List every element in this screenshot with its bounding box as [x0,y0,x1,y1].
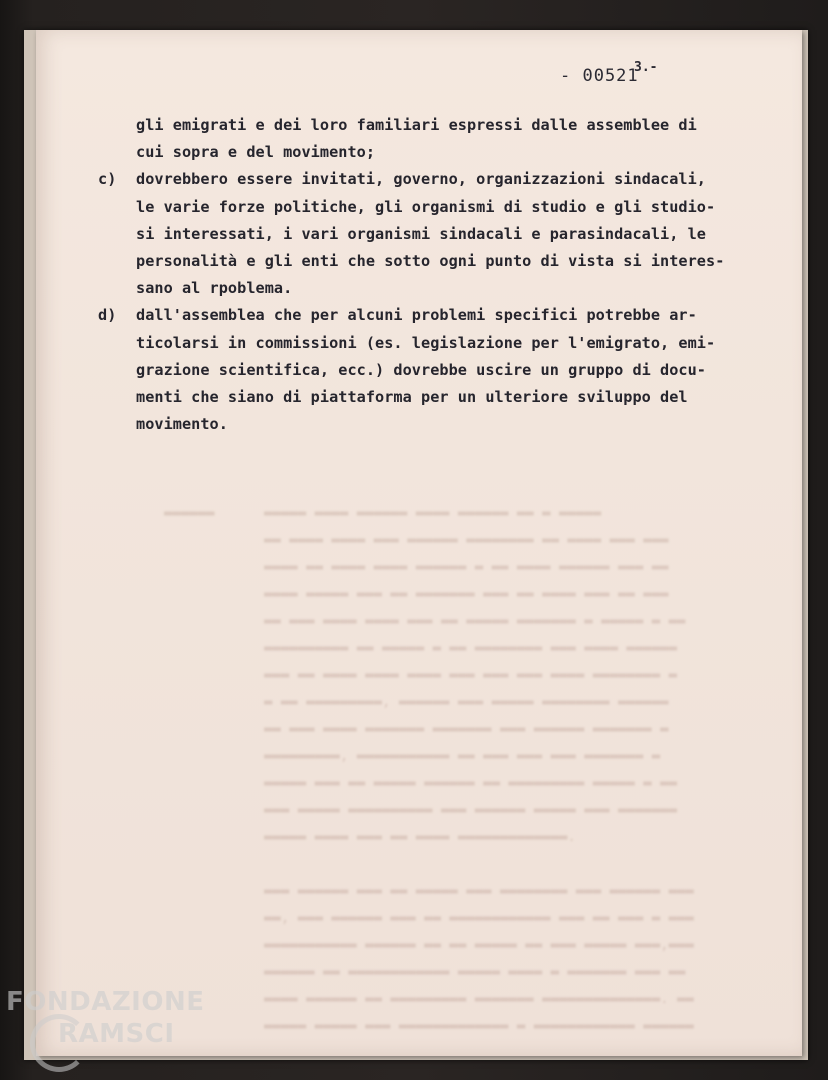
text-line: personalità e gli enti che sotto ogni punto di vista si interes- [136,252,725,271]
bleed-through-text: ▬▬▬▬▬ ▬▬▬▬ ▬▬▬▬▬▬ ▬▬▬▬ ▬▬▬▬▬▬ ▬▬ ▬ ▬▬▬▬▬ ▬▬ ▬▬▬▬ ▬▬▬▬ ▬▬▬ ▬▬▬▬▬▬ ▬▬▬▬▬▬▬▬ ▬▬ ▬▬▬▬ ▬▬▬ ▬▬▬ ▬▬▬▬ ▬▬ ▬▬▬▬ ▬▬▬▬ ▬▬▬▬▬▬ ▬ ▬▬ ▬▬▬▬ ▬▬▬▬▬▬ ▬▬▬ ▬▬ ▬▬▬▬ ▬▬▬▬▬ ▬▬▬ ▬▬ ▬▬▬▬▬▬▬ ▬▬▬ ▬▬ ▬▬▬▬ ▬▬▬ ▬▬ ▬▬▬ ▬▬ ▬▬▬ ▬▬▬▬ ▬▬▬▬ ▬▬▬ ▬▬ ▬▬▬▬▬ ▬▬▬▬▬▬▬ ▬ ▬▬▬▬▬ ▬ ▬▬ ▬▬▬▬▬▬▬▬▬▬ ▬▬ ▬▬▬▬▬ ▬ ▬▬ ▬▬▬▬▬▬▬▬ ▬▬▬ ▬▬▬▬ ▬▬▬▬▬▬ ▬▬▬ ▬▬ ▬▬▬▬ ▬▬▬▬ ▬▬▬▬ ▬▬▬ ▬▬▬ ▬▬▬ ▬▬▬▬ ▬▬▬▬▬▬▬▬ ▬ ▬ ▬▬ ▬▬▬▬▬▬▬▬▬, ▬▬▬▬▬▬ ▬▬▬ ▬▬▬▬▬ ▬▬▬▬▬▬▬▬ ▬▬▬▬▬▬ ▬▬ ▬▬▬ ▬▬▬▬ ▬▬▬▬▬▬▬ ▬▬▬▬▬▬▬ ▬▬▬ ▬▬▬▬▬▬ ▬▬▬▬▬▬▬ ▬ ▬▬▬▬▬▬▬▬▬, ▬▬▬▬▬▬▬▬▬▬▬ ▬▬ ▬▬▬ ▬▬▬ ▬▬▬ ▬▬▬▬▬▬▬ ▬ ▬▬▬▬▬ ▬▬▬ ▬▬ ▬▬▬▬▬ ▬▬▬▬▬▬ ▬▬ ▬▬▬▬▬▬▬▬▬ ▬▬▬▬▬ ▬ ▬▬ ▬▬▬ ▬▬▬▬▬ ▬▬▬▬▬▬▬▬▬▬ ▬▬▬ ▬▬▬▬▬▬ ▬▬▬▬▬ ▬▬▬ ▬▬▬▬▬▬▬ ▬▬▬▬▬ ▬▬▬▬ ▬▬▬ ▬▬ ▬▬▬▬ ▬▬▬▬▬▬▬▬▬▬▬▬▬. ▬▬▬ ▬▬▬▬▬▬ ▬▬▬ ▬▬ ▬▬▬▬▬ ▬▬▬ ▬▬▬▬▬▬▬▬ ▬▬▬ ▬▬▬▬▬▬ ▬▬▬ ▬▬, ▬▬▬ ▬▬▬▬▬▬ ▬▬▬ ▬▬ ▬▬▬▬▬▬▬▬▬▬▬▬ ▬▬▬ ▬▬ ▬▬▬ ▬ ▬▬▬ ▬▬▬▬▬▬▬▬▬▬▬ ▬▬▬▬▬▬ ▬▬ ▬▬ ▬▬▬▬▬ ▬▬ ▬▬▬ ▬▬▬▬▬ ▬▬▬,▬▬▬ ▬▬▬▬▬▬ ▬▬ ▬▬▬▬▬▬▬▬▬▬▬▬ ▬▬▬▬▬ ▬▬▬▬ ▬ ▬▬▬▬▬▬▬ ▬▬▬ ▬▬ ▬▬▬▬ ▬▬▬▬▬▬ ▬▬ ▬▬▬▬▬▬▬▬▬ ▬▬▬▬▬▬▬ ▬▬▬▬▬▬▬▬▬▬▬▬▬▬. ▬▬ ▬▬▬▬▬ ▬▬▬▬▬ ▬▬▬ ▬▬▬▬▬▬▬▬▬▬▬▬▬ ▬ ▬▬▬▬▬▬▬▬▬▬▬▬ ▬▬▬▬▬▬ [264,505,694,1034]
list-label-d: d) [98,306,117,325]
section-number: 3.- [634,60,658,75]
list-item-d [98,302,756,329]
text-line: si interessati, i vari organismi sindacali e parasindacali, le [136,224,707,243]
text-line: menti che siano di piattaforma per un ulteriore sviluppo del [136,388,688,407]
text-line: le varie forze politiche, gli organismi di studio e gli studio- [136,197,716,216]
list-label-c: c) [98,170,117,189]
text-line: gli emigrati e dei loro familiari espressi dalle assemblee di [136,116,697,134]
text-line: dall'assemblea che per alcuni problemi specifici potrebbe ar- [136,306,697,325]
watermark-line2: RAMSCI [58,1019,175,1049]
text-line: dovrebbero essere invitati, governo, organizzazioni sindacali, [136,170,707,189]
text-line: ticolarsi in commissioni (es. legislazione per l'emigrato, emi- [136,333,716,352]
text-line: cui sopra e del movimento; [136,143,376,162]
watermark-line1: FONDAZIONE [6,987,205,1017]
text-line: sano al rpoblema. [136,279,293,298]
text-line: movimento. [136,415,228,434]
fondazione-gramsci-watermark [6,986,204,1050]
document-body [98,112,756,438]
page-number: - 00521 [560,66,639,86]
text-line: grazione scientifica, ecc.) dovrebbe uscire un gruppo di docu- [136,360,707,379]
list-item-c [98,166,756,193]
bleed-through-heading: ▬▬▬▬▬▬ [164,505,215,521]
